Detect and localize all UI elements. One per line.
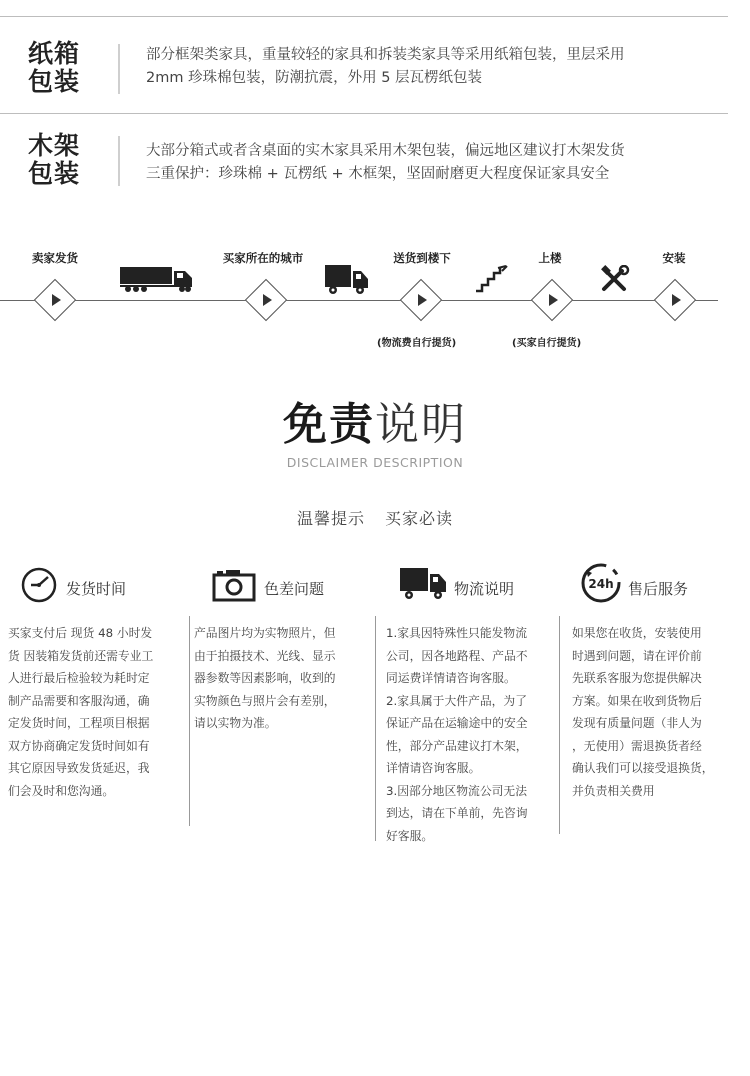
flow-step-label: 安装 [662, 251, 686, 265]
carton-packaging-row [0, 40, 728, 120]
camera-icon [212, 568, 256, 602]
truck-icon [400, 566, 448, 600]
logistics-text: 1.家具因特殊性只能发物流 公司，因各地路程、产品不 同运费详情请咨询客服。 2.家具属于大件产品，为了 保证产品在运输途中的安全 性，部分产品建议打木架， 详情请咨询客服。 3.因部分地区物流公司无法 到达，请在下单前，先咨询 好客服。 [386, 626, 528, 843]
delivery-truck-icon [325, 263, 369, 295]
title-divider [118, 136, 120, 186]
shipping-time-header [18, 560, 198, 605]
play-arrow-icon [418, 294, 427, 306]
disclaimer-tip: 温馨提示 买家必读 [296, 509, 454, 528]
wooden-frame-packaging-description: 大部分箱式或者含桌面的实木家具采用木架包装，偏远地区建议打木架发货 三重保护：珍珠棉 + 瓦楞纸 + 木框架，坚固耐磨更大程度保证家具安全 [146, 143, 625, 182]
column-divider [559, 616, 560, 834]
flow-line [0, 300, 718, 301]
play-arrow-icon [52, 294, 61, 306]
logistics-header [398, 560, 578, 605]
svg-text:24h: 24h [588, 577, 614, 591]
color-difference-text: 产品图片均为实物照片，但 由于拍摄技术、光线、显示 器参数等因素影响，收到的 实物颜色与照片会有差别， 请以实物为准。 [194, 626, 336, 730]
wooden-frame-packaging-title: 木架 包装 [28, 131, 81, 188]
clock-icon [20, 566, 58, 604]
column-divider [375, 616, 376, 841]
tools-icon [600, 265, 630, 293]
truck-icon [120, 265, 194, 293]
top-divider [0, 16, 728, 17]
flow-step-label: 送货到楼下 [393, 251, 451, 265]
flow-step-label: 卖家发货 [32, 251, 78, 265]
flow-note: (买家自行提货) [512, 338, 582, 349]
column-title: 发货时间 [66, 580, 127, 598]
after-sales-header [578, 560, 738, 605]
column-title: 色差问题 [264, 580, 325, 598]
column-title: 售后服务 [628, 580, 689, 598]
carton-packaging-description: 部分框架类家具，重量较轻的家具和拆装类家具等采用纸箱包装，里层采用 2mm 珍珠棉包装，防潮抗震，外用 5 层瓦楞纸包装 [146, 47, 625, 86]
stairs-icon [475, 265, 509, 293]
disclaimer-title: 免责说明 [283, 399, 467, 450]
play-arrow-icon [263, 294, 272, 306]
wooden-frame-packaging-row [0, 132, 728, 212]
disclaimer-subtitle: DISCLAIMER DESCRIPTION [286, 455, 464, 470]
title-divider [118, 44, 120, 94]
section-divider [0, 113, 728, 114]
column-divider [189, 616, 190, 826]
delivery-flow [0, 240, 750, 360]
color-difference-header [210, 560, 390, 605]
play-arrow-icon [549, 294, 558, 306]
carton-packaging-title: 纸箱 包装 [28, 39, 81, 96]
column-title: 物流说明 [454, 580, 515, 598]
24h-service-icon [578, 560, 624, 606]
play-arrow-icon [672, 294, 681, 306]
flow-step-label: 上楼 [538, 251, 562, 265]
after-sales-text: 如果您在收货，安装使用 时遇到问题，请在评价前 先联系客服为您提供解决 方案。如果在收到货物后 发现有质量问题（非人为 ，无使用）需退换货者经 确认我们可以接受退换货， 并负责相关费用 [572, 626, 714, 798]
shipping-time-text: 买家支付后 现货 48 小时发 货 因装箱发货前还需专业工 人进行最后检验较为耗时定 制产品需要和客服沟通，确 定发货时间，工程项目根据 双方协商确定发货时间如有 其它原因导致发货延迟，我 们会及时和您沟通。 [8, 626, 154, 798]
flow-step-label: 买家所在的城市 [222, 251, 304, 265]
flow-note: (物流费自行提货) [377, 338, 457, 349]
